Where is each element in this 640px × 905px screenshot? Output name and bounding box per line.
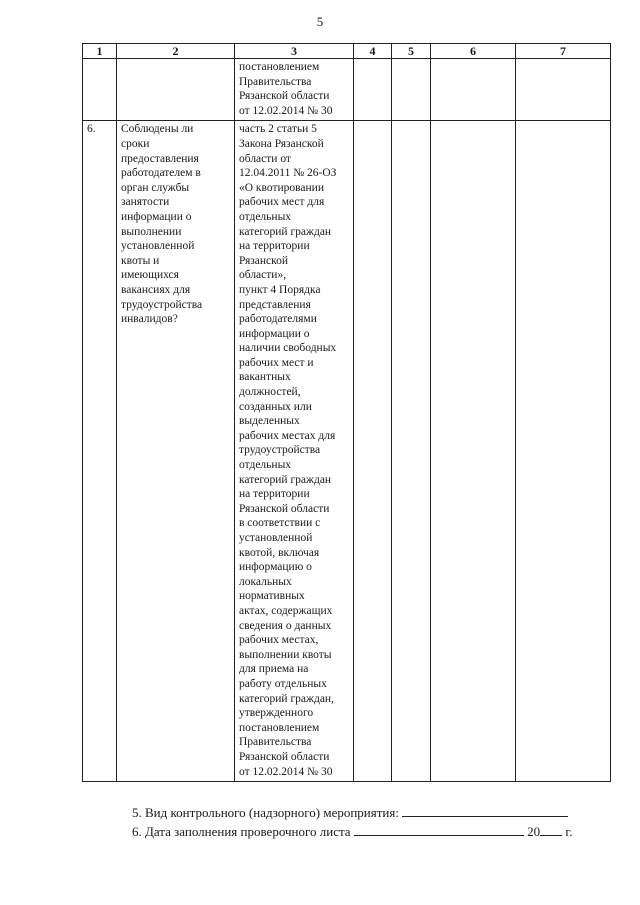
text-line: утвержденного [239, 707, 314, 720]
checklist-table [82, 43, 611, 782]
text-line: категорий граждан [239, 225, 332, 238]
text-line: Рязанской области [239, 90, 330, 103]
year-field[interactable] [540, 823, 562, 836]
text-line: отдельных [239, 459, 292, 472]
text-line: постановлением [239, 61, 320, 73]
fill-date-label: 6. Дата заполнения проверочного листа [132, 824, 351, 839]
column-header: 5 [392, 44, 431, 59]
text-line: вакантных [239, 371, 291, 384]
text-line: работодателем в [121, 167, 201, 180]
text-line: рабочих мест и [239, 356, 314, 369]
text-line: выполнении [121, 225, 182, 238]
cell-reference [235, 59, 354, 121]
row-number: 6. [87, 123, 96, 136]
text-line: инвалидов? [121, 313, 178, 326]
text-line: Правительства [239, 736, 312, 749]
text-line: установленной [239, 532, 313, 544]
text-line: Рязанской области [239, 750, 330, 763]
text-line: области от [239, 152, 291, 165]
footer-line-6 [132, 823, 572, 840]
page-number: 5 [316, 14, 324, 29]
column-header: 1 [83, 44, 117, 59]
cell-empty [392, 59, 431, 121]
text-line: в соответствии с [239, 517, 321, 530]
cell-empty [354, 59, 392, 121]
text-line: Рязанской области [239, 502, 330, 515]
text-line: рабочих местах, [239, 634, 319, 647]
fill-date-field[interactable] [354, 823, 524, 836]
text-line: квотой, включая [239, 546, 320, 559]
text-line: сведения о данных [239, 619, 332, 632]
column-header: 6 [431, 44, 516, 59]
year-prefix: 20 [527, 824, 541, 839]
text-line: информацию о [239, 561, 312, 574]
text-line: Рязанской [239, 254, 289, 267]
text-line: нормативных [239, 590, 305, 603]
text-line: информации о [121, 210, 192, 223]
text-line: 12.04.2011 № 26-ОЗ [239, 167, 337, 180]
control-event-field[interactable] [402, 804, 568, 817]
text-line: наличии свободных [239, 342, 337, 355]
text-line: трудоустройства [121, 298, 203, 311]
text-line: квоты и [121, 254, 160, 267]
column-header: 4 [354, 44, 392, 59]
table-row-6 [83, 121, 611, 782]
text-line: категорий граждан, [239, 692, 334, 705]
text-line: Соблюдены ли [121, 123, 194, 136]
text-line: часть 2 статьи 5 [239, 123, 317, 136]
column-header: 3 [235, 44, 354, 59]
text-line: Правительства [239, 75, 312, 88]
cell-reference [235, 121, 354, 782]
text-line: занятости [121, 196, 170, 209]
text-line: должностей, [239, 386, 301, 399]
table-header-row [83, 44, 611, 59]
cell-number [83, 59, 117, 121]
text-line: рабочих мест для [239, 196, 325, 209]
cell-empty [431, 121, 516, 782]
text-line: для приема на [239, 663, 309, 676]
question-text [117, 121, 234, 328]
cell-empty [392, 121, 431, 782]
footer-line-5 [132, 804, 568, 821]
cell-empty [431, 59, 516, 121]
text-line: представления [239, 298, 311, 311]
cell-empty [516, 59, 611, 121]
text-line: работу отдельных [239, 677, 327, 690]
column-header: 2 [117, 44, 235, 59]
control-event-label: 5. Вид контрольного (надзорного) мероприятия: [132, 805, 399, 820]
text-line: категорий граждан [239, 473, 332, 486]
text-line: пункт 4 Порядка [239, 283, 321, 296]
column-header: 7 [516, 44, 611, 59]
text-line: постановлением [239, 721, 320, 734]
text-line: имеющихся [121, 269, 179, 282]
text-line: Закона Рязанской [239, 137, 324, 150]
text-line: локальных [239, 575, 292, 588]
cell-empty [516, 121, 611, 782]
text-line: рабочих местах для [239, 429, 336, 442]
text-line: на территории [239, 488, 310, 501]
cell-question [117, 59, 235, 121]
text-line: области», [239, 269, 287, 282]
reference-text [235, 121, 353, 781]
text-line: «О квотировании [239, 181, 324, 194]
text-line: выделенных [239, 415, 300, 428]
cell-number [83, 121, 117, 782]
text-line: трудоустройства [239, 444, 321, 457]
text-line: сроки [121, 137, 150, 150]
text-line: выполнении квоты [239, 648, 332, 661]
text-line: орган службы [121, 181, 190, 194]
text-line: вакансиях для [121, 283, 191, 296]
text-line: актах, содержащих [239, 604, 333, 617]
text-line: информации о [239, 327, 310, 340]
text-line: от 12.02.2014 № 30 [239, 765, 333, 778]
cell-empty [354, 121, 392, 782]
text-line: созданных или [239, 400, 312, 413]
text-line: работодателями [239, 313, 317, 326]
cell-question [117, 121, 235, 782]
reference-text [235, 59, 353, 120]
text-line: на территории [239, 240, 310, 253]
text-line: от 12.02.2014 № 30 [239, 104, 333, 117]
table-row-continuation [83, 59, 611, 121]
year-suffix: г. [565, 824, 573, 839]
text-line: установленной [121, 240, 195, 253]
text-line: отдельных [239, 210, 292, 223]
text-line: предоставления [121, 152, 199, 165]
